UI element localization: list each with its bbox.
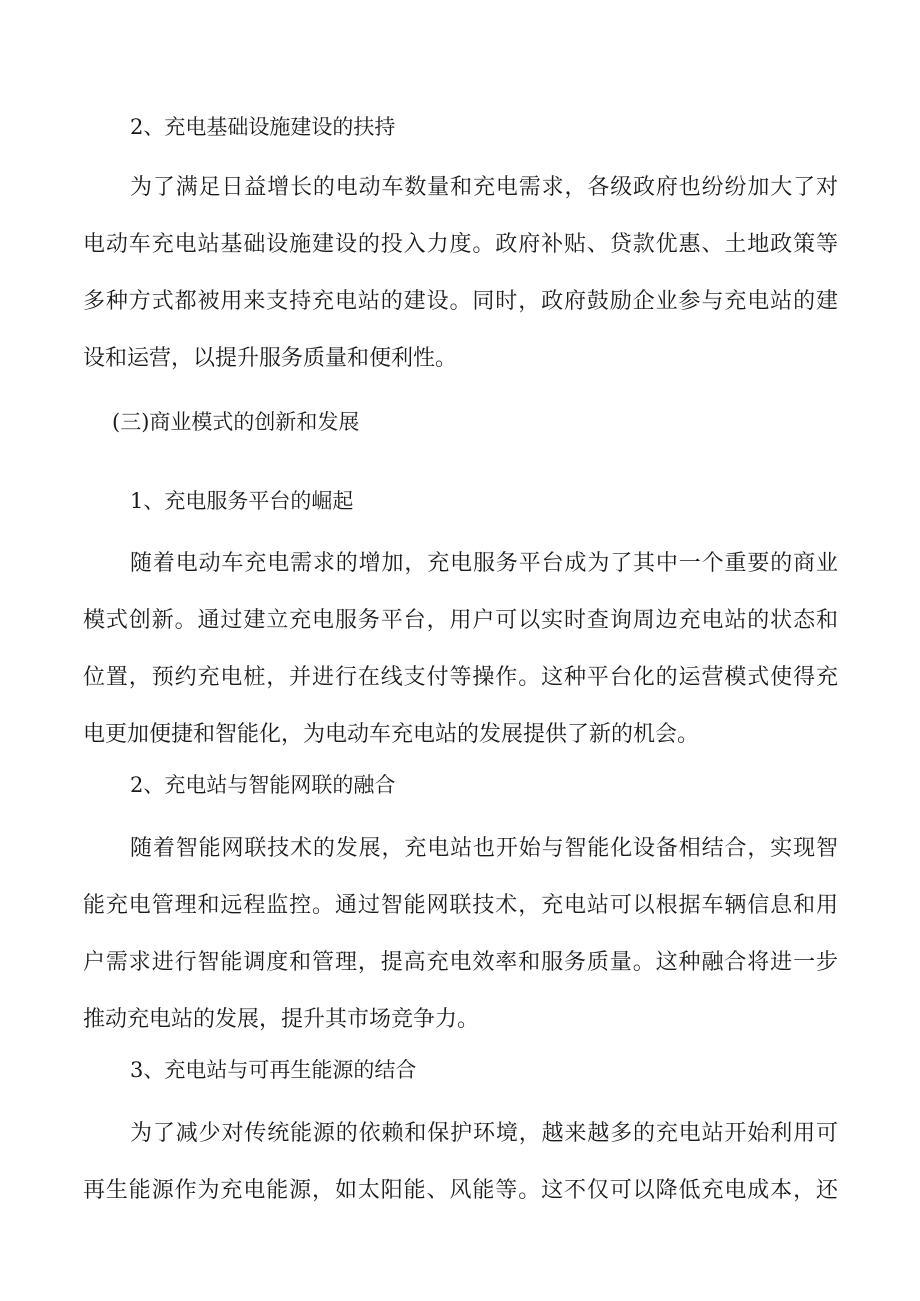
paragraph-service-platform xyxy=(83,535,838,763)
paragraph-line: 为了减少对传统能源的依赖和保护环境，越来越多的充电站开始利用可 xyxy=(130,1121,838,1146)
paragraph-infrastructure-support xyxy=(83,159,838,387)
paragraph-line: 多种方式都被用来支持充电站的建设。同时，政府鼓励企业参与充电站的建 xyxy=(83,289,838,314)
paragraph-line: 再生能源作为充电能源，如太阳能、风能等。这不仅可以降低充电成本，还 xyxy=(83,1178,838,1203)
heading-smart-networking: 2、充电站与智能网联的融合 xyxy=(130,773,396,797)
paragraph-line: 模式创新。通过建立充电服务平台，用户可以实时查询周边充电站的状态和 xyxy=(83,608,838,633)
paragraph-line: 推动充电站的发展，提升其市场竞争力。 xyxy=(83,1007,480,1032)
section-title-business-model: (三)商业模式的创新和发展 xyxy=(112,410,360,434)
heading-infrastructure-support: 2、充电基础设施建设的扶持 xyxy=(130,115,396,139)
paragraph-line: 设和运营，以提升服务质量和便利性。 xyxy=(83,346,458,371)
paragraph-line: 电更加便捷和智能化，为电动车充电站的发展提供了新的机会。 xyxy=(83,722,700,747)
paragraph-line: 随着智能网联技术的发展，充电站也开始与智能化设备相结合，实现智 xyxy=(130,836,838,861)
paragraph-line: 为了满足日益增长的电动车数量和充电需求，各级政府也纷纷加大了对 xyxy=(130,175,838,200)
heading-service-platform: 1、充电服务平台的崛起 xyxy=(130,489,354,513)
paragraph-line: 能充电管理和远程监控。通过智能网联技术，充电站可以根据车辆信息和用 xyxy=(83,893,838,918)
paragraph-line: 电动车充电站基础设施建设的投入力度。政府补贴、贷款优惠、土地政策等 xyxy=(83,232,838,257)
paragraph-line: 位置，预约充电桩，并进行在线支付等操作。这种平台化的运营模式使得充 xyxy=(83,665,838,690)
paragraph-smart-networking xyxy=(83,820,838,1048)
paragraph-line: 随着电动车充电需求的增加，充电服务平台成为了其中一个重要的商业 xyxy=(130,551,838,576)
heading-renewable-energy: 3、充电站与可再生能源的结合 xyxy=(130,1058,417,1082)
paragraph-renewable-energy xyxy=(83,1105,838,1219)
paragraph-line: 户需求进行智能调度和管理，提高充电效率和服务质量。这种融合将进一步 xyxy=(83,950,838,975)
